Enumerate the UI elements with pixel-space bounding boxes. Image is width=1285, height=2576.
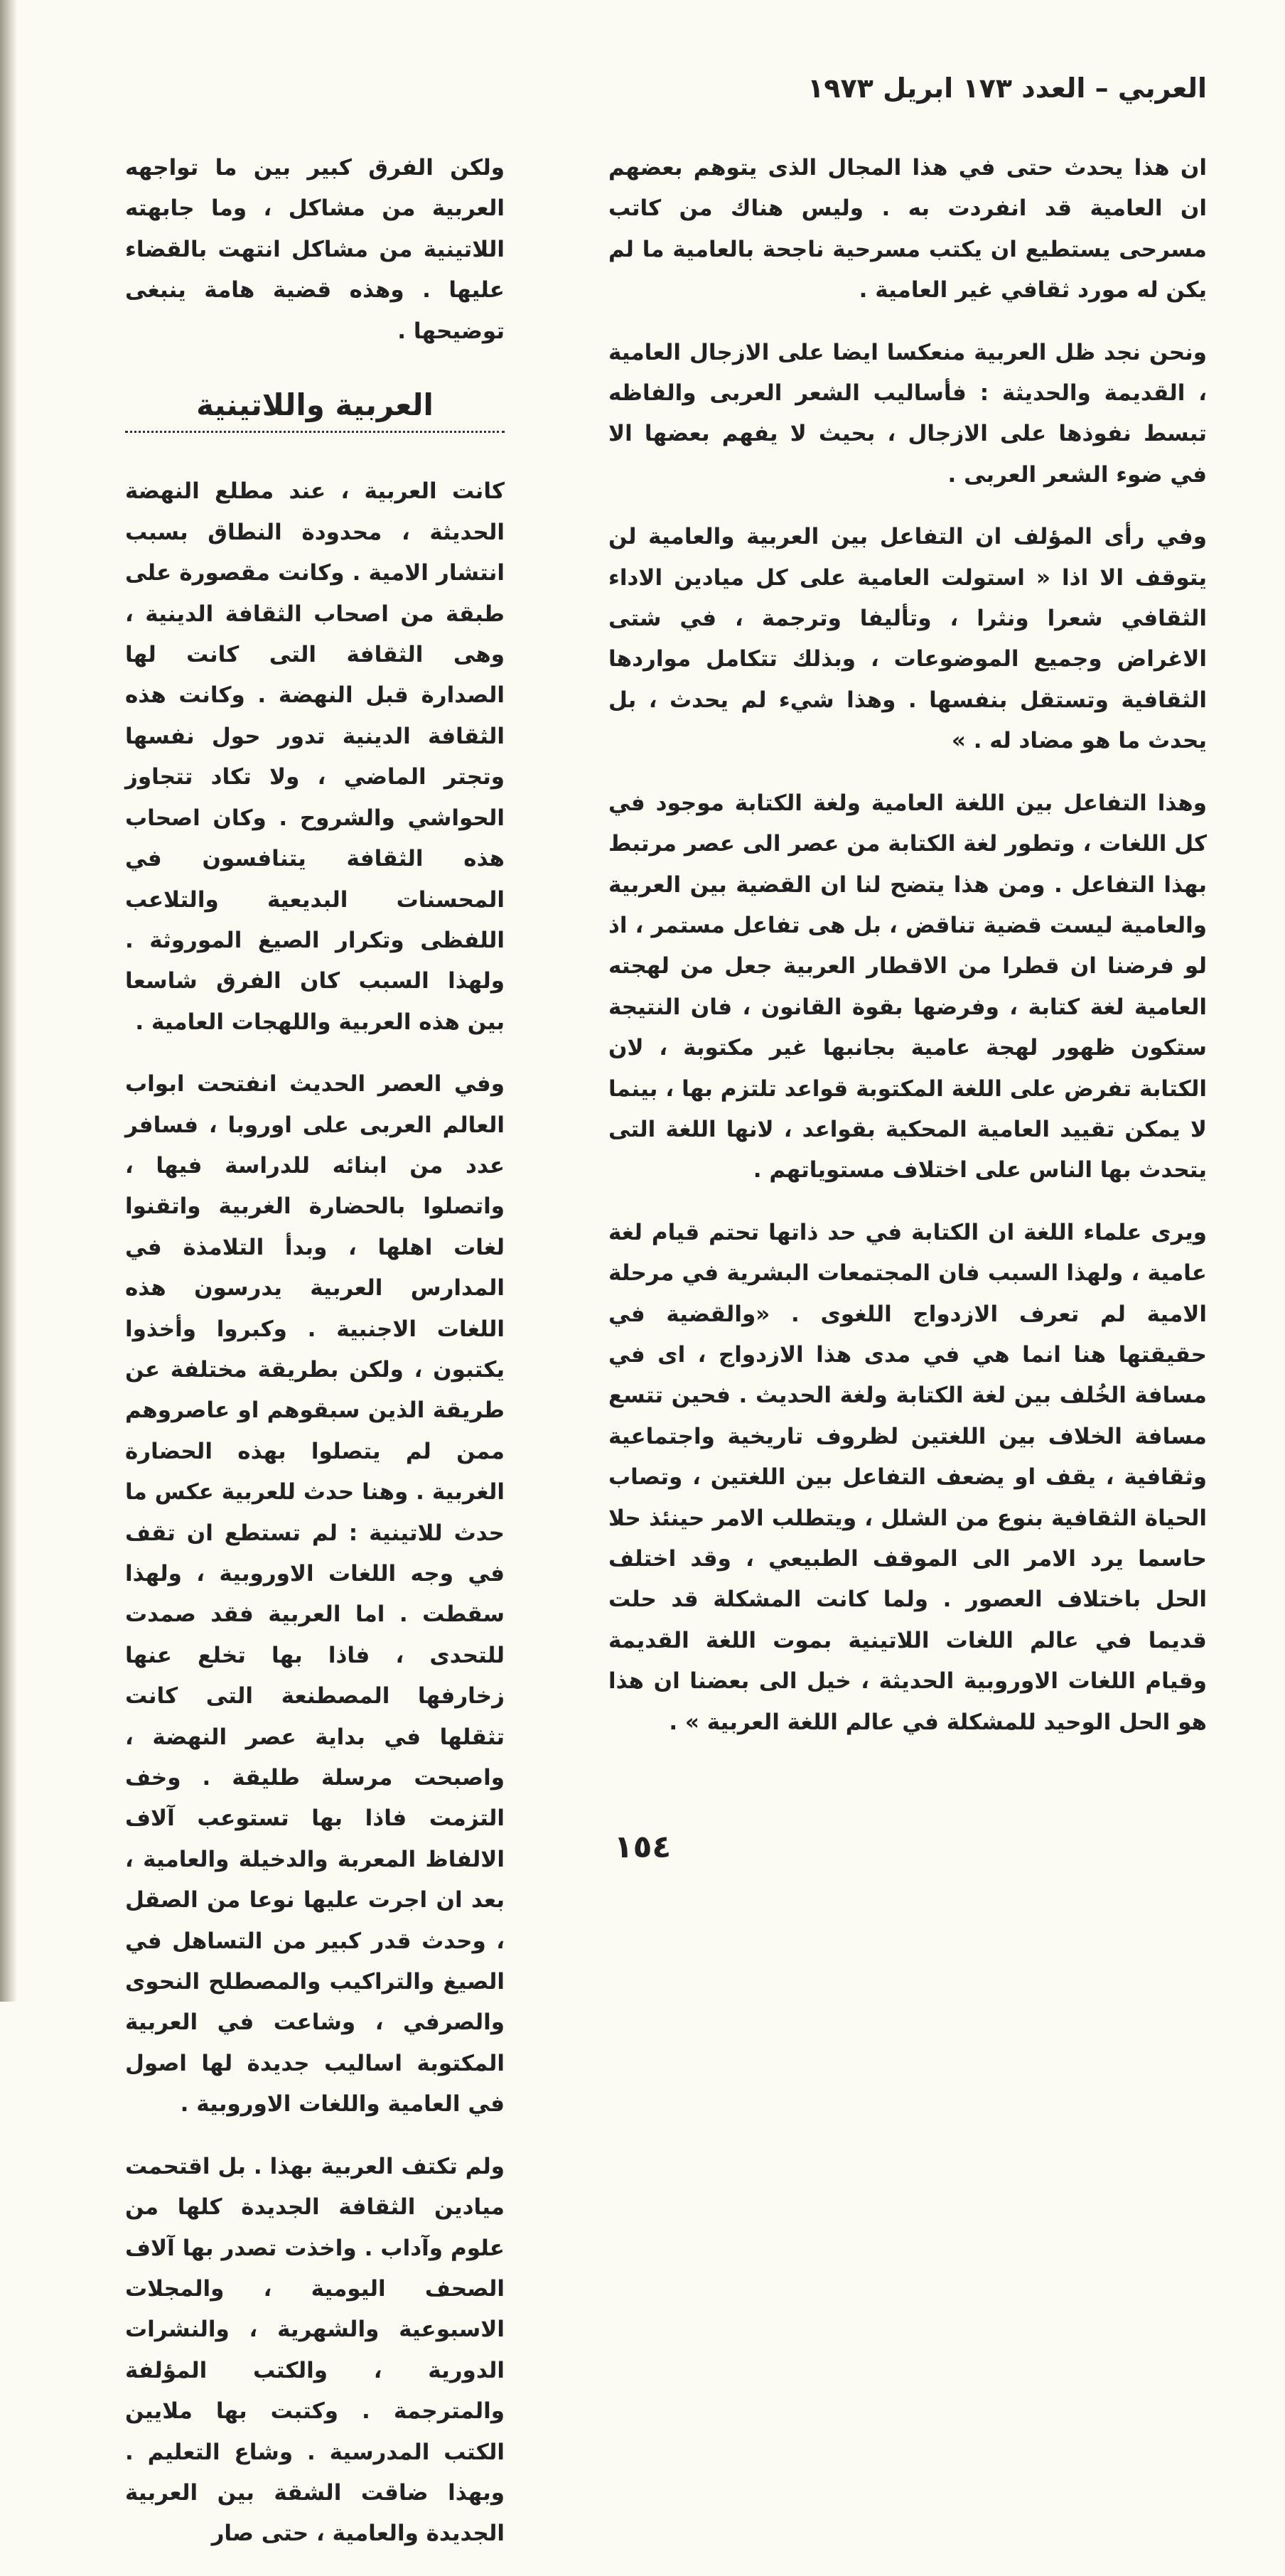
paragraph: ان هذا يحدث حتى في هذا المجال الذى يتوهم بعضهم ان العامية قد انفردت به . وليس هناك من كاتب مسرحى يستطيع ان يكتب مسرحية ناجحة بالعامية ما لم يكن له مورد ثقافي غير العامية . <box>608 155 1207 304</box>
intro-paragraph: ولكن الفرق كبير بين ما تواجهه العربية من مشاكل ، وما جابهته اللاتينية من مشاكل انتهت بالقضاء عليها . وهذه قضية هامة ينبغى توضيحها . <box>125 155 505 344</box>
paragraph: وفي رأى المؤلف ان التفاعل بين العربية والعامية لن يتوقف الا اذا « استولت العامية على كل ميادين الاداء الثقافي شعرا ونثرا ، وتأليفا وترجمة ، في شتى الاغراض وجميع الموضوعات ، وبذلك تتكامل مواردها الثقافية وتستقل بنفسها . وهذا شيء لم يحدث ، بل يحدث ما هو مضاد له . » <box>608 524 1207 754</box>
right-column <box>608 148 1207 1764</box>
page-edge-shadow <box>0 0 17 2002</box>
running-header: العربي – العدد ١٧٣ ابريل ١٩٧٣ <box>807 73 1207 104</box>
paragraph: كانت العربية ، عند مطلع النهضة الحديثة ، محدودة النطاق بسبب انتشار الامية . وكانت مقصورة على طبقة من اصحاب الثقافة الدينية ، وهى الثقافة التى كانت لها الصدارة قبل النهضة . وكانت هذه الثقافة الدينية تدور حول نفسها وتجتر الماضي ، ولا تكاد تتجاوز الحواشي والشروح . وكان اصحاب هذه الثقافة يتنافسون في المحسنات البديعية والتلاعب اللفظى وتكرار الصيغ الموروثة . ولهذا السبب كان الفرق شاسعا بين هذه العربية واللهجات العامية . <box>125 478 505 1035</box>
page-number: ١٥٤ <box>613 1829 672 1865</box>
paragraph: ويرى علماء اللغة ان الكتابة في حد ذاتها تحتم قيام لغة عامية ، ولهذا السبب فان المجتمعات البشرية في مرحلة الامية لم تعرف الازدواج اللغوى . «والقضية في حقيقتها هنا انما هي في مدى هذا الازدواج ، اى في مسافة الخُلف بين لغة الكتابة ولغة الحديث . فحين تتسع مسافة الخلاف بين اللغتين لظروف تاريخية واجتماعية وثقافية ، يقف او يضعف التفاعل بين اللغتين ، وتصاب الحياة الثقافية بنوع من الشلل ، ويتطلب الامر حينئذ حلا حاسما يرد الامر الى الموقف الطبيعي ، وقد اختلف الحل باختلاف العصور . ولما كانت المشكلة قد حلت قديما في عالم اللغات اللاتينية بموت اللغة القديمة وقيام اللغات الاوروبية الحديثة ، خيل الى بعضنا ان هذا هو الحل الوحيد للمشكلة في عالم اللغة العربية » . <box>608 1219 1207 1735</box>
paragraph: وفي العصر الحديث انفتحت ابواب العالم العربى على اوروبا ، فسافر عدد من ابنائه للدراسة فيها ، واتصلوا بالحضارة الغربية واتقنوا لغات اهلها ، وبدأ التلامذة في المدارس العربية يدرسون هذه اللغات الاجنبية . وكبروا وأخذوا يكتبون ، ولكن بطريقة مختلفة عن طريقة الذين سبقوهم او عاصروهم ممن لم يتصلوا بهذه الحضارة الغربية . وهنا حدث للعربية عكس ما حدث للاتينية : لم تستطع ان تقف في وجه اللغات الاوروبية ، ولهذا سقطت . اما العربية فقد صمدت للتحدى ، فاذا بها تخلع عنها زخارفها المصطنعة التى كانت تثقلها في بداية عصر النهضة ، واصبحت مرسلة طليقة . وخف التزمت فاذا بها تستوعب آلاف الالفاظ المعربة والدخيلة والعامية ، بعد ان اجرت عليها نوعا من الصقل ، وحدث قدر كبير من التساهل في الصيغ والتراكيب والمصطلح النحوى والصرفي ، وشاعت في العربية المكتوبة اساليب جديدة لها اصول في العامية واللغات الاوروبية . <box>125 1071 505 2118</box>
paragraph: وهذا التفاعل بين اللغة العامية ولغة الكتابة موجود في كل اللغات ، وتطور لغة الكتابة من عصر الى عصر مرتبط بهذا التفاعل . ومن هذا يتضح لنا ان القضية بين العربية والعامية ليست قضية تناقض ، بل هى تفاعل مستمر ، اذ لو فرضنا ان قطرا من الاقطار العربية جعل من لهجته العامية لغة كتابة ، وفرضها بقوة القانون ، فان النتيجة ستكون ظهور لهجة عامية بجانبها غير مكتوبة ، لان الكتابة تفرض على اللغة المكتوبة قواعد تلتزم بها ، بينما لا يمكن تقييد العامية المحكية بقواعد ، لانها اللغة التى يتحدث بها الناس على اختلاف مستوياتهم . <box>608 790 1207 1184</box>
left-column <box>125 148 505 2576</box>
paragraph: ونحن نجد ظل العربية منعكسا ايضا على الازجال العامية ، القديمة والحديثة : فأساليب الشعر العربى والفاظه تبسط نفوذها على الازجال ، بحيث لا يفهم بعضها الا في ضوء الشعر العربى . <box>608 339 1207 488</box>
section-title: العربية واللاتينية <box>125 385 505 433</box>
paragraph: ولم تكتف العربية بهذا . بل اقتحمت ميادين الثقافة الجديدة كلها من علوم وآداب . واخذت تصدر بها آلاف الصحف اليومية ، والمجلات الاسبوعية والشهرية ، والنشرات الدورية ، والكتب المؤلفة والمترجمة . وكتبت بها ملايين الكتب المدرسية . وشاع التعليم . وبهذا ضاقت الشقة بين العربية الجديدة والعامية ، حتى صار <box>125 2153 505 2547</box>
